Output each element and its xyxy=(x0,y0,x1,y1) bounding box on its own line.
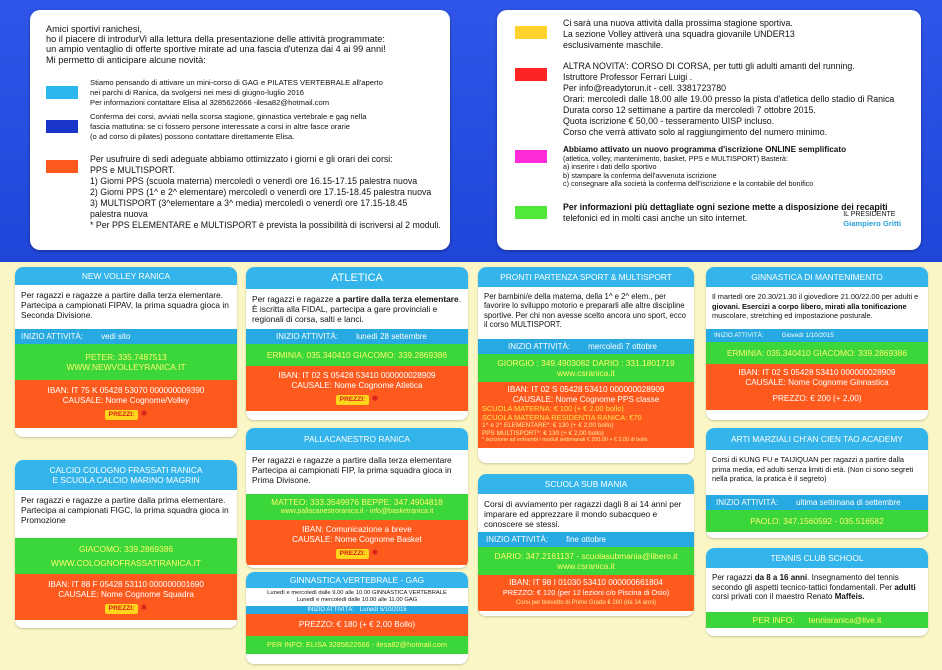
star-icon: ✱ xyxy=(140,409,148,418)
start-row: INIZIO ATTIVITÀ: vedi sito xyxy=(15,329,237,344)
card-ginnastica-vertebrale xyxy=(246,572,468,664)
orange-swatch xyxy=(46,160,78,173)
card-title: CALCIO COLOGNO FRASSATI RANICA E SCUOLA CALCIO MARINO MAGRIN xyxy=(15,460,237,490)
start-row: INIZIO ATTIVITÀ: mercoledì 7 ottobre xyxy=(478,339,694,354)
card-description: Per ragazzi e ragazze a partire dalla terza elementare. È iscritta alla FIDAL, partecipa a gare provinciali e regionali di corsa, salti e lanci. xyxy=(252,294,462,324)
president-signature: IL PRESIDENTE Giampiero Gritti xyxy=(843,211,901,228)
note-corsa: ALTRA NOVITA': CORSO DI CORSA, per tutti gli adulti amanti del running. Istruttore Professor Ferrari Luigi . Per info@readytorun.it - cell. 3381723780 Orari: mercoledì dalle 18.00 alle 19.00 presso la pista d'atletica dello stadio di Ranica Durata corso 12 settimane a partire da mercoledì 7 ottobre 2015. Quota iscrizione € 50,00 - tesseramento UISP incluso. Corso che verrà attivato solo al raggiungimento del numero minimo. xyxy=(563,61,895,137)
contact-block: PETER: 335.7487513 WWW.NEWVOLLEYRANICA.IT xyxy=(15,344,237,380)
note-online: Abbiamo attivato un nuovo programma d'iscrizione ONLINE semplificato (atletica, volley, mantenimento, basket, PPS e MULTISPORT) Basterà: a) inserire i dati dello sportivo b) stampare la conferma dell'avvenuta iscrizione c) consegnare alla società la conferma dell'iscrizione e la contabile del bonifico xyxy=(563,145,847,189)
card-title: PALLACANESTRO RANICA xyxy=(246,428,468,450)
info-block: PER INFO: tennisranica@live.it xyxy=(706,612,928,628)
card-title: GINNASTICA VERTEBRALE - GAG xyxy=(246,572,468,588)
contact-block: GIORGIO : 349.4903082 DARIO : 331.1801719 www.csranica.it xyxy=(478,354,694,382)
contact-block: DARIO: 347.2161137 - scuolasubmania@libero.it www.csranica.it xyxy=(478,547,694,575)
card-description: Per ragazzi e ragazze a partire dalla prima elementare. Partecipa ai campionati FIGC, la prima squadra gioca in Promozione xyxy=(21,495,229,525)
star-icon: ✱ xyxy=(371,548,379,557)
card-atletica xyxy=(246,267,468,420)
prezzi-badge: PREZZI: xyxy=(105,604,139,614)
payment-block: IBAN: IT 75 K 05428 53070 000000009390 CAUSALE: Nome Cognome/Volley PREZZI: ✱ xyxy=(15,380,237,428)
card-pallacanestro xyxy=(246,428,468,568)
contact-block: ERMINIA: 035.340410 GIACOMO: 339.2869386 xyxy=(706,342,928,364)
star-icon: ✱ xyxy=(140,603,148,612)
card-title: SCUOLA SUB MANIA xyxy=(478,474,694,494)
card-title: NEW VOLLEY RANICA xyxy=(15,267,237,285)
blue-swatch xyxy=(46,120,78,133)
news-panel xyxy=(497,10,921,250)
card-calcio xyxy=(15,460,237,628)
magenta-swatch xyxy=(515,150,547,163)
card-title: ARTI MARZIALI CH'AN CIEN TAO ACADEMY xyxy=(706,428,928,450)
card-arti-marziali xyxy=(706,428,928,538)
intro-text: Amici sportivi ranichesi, ho il piacere di introdurVi alla lettura della presentazione delle attività programmate: un ampio ventaglio di offerte sportive mirate ad una fascia d'utenza dai 4 ai 99 anni! Mi permetto di anticipare alcune novità: xyxy=(46,24,386,65)
start-row: INIZIO ATTIVITÀ: Giovedì 1/10/2015 xyxy=(706,329,928,342)
note-info: Per informazioni più dettagliate ogni sezione mette a disposizione dei recapiti telefonici ed in molti casi anche un sito internet. xyxy=(563,202,888,223)
contact-block: ERMINIA: 035.340410 GIACOMO: 339.2869386 xyxy=(246,344,468,366)
start-row: INIZIO ATTIVITÀ: fine ottobre xyxy=(478,532,694,547)
note-volley-u13: Ci sarà una nuova attività dalla prossima stagione sportiva. La sezione Volley attiverà una squadra giovanile UNDER13 esclusivamente maschile. xyxy=(563,18,795,50)
prezzi-badge: PREZZI: xyxy=(336,395,370,405)
card-title: GINNASTICA DI MANTENIMENTO xyxy=(706,267,928,287)
payment-block: IBAN: IT 02 S 05428 53410 000000028909 CAUSALE: Nome Cognome PPS classe SCUOLA MATERNA: € 100 (+ € 2,00 bollo) SCUOLA MATERNA RESIDENTIA RANICA: €70 1^ e 2^ ELEMENTARE*: € 130 (+ € 2,00 bollo) PPS MULTISPORT*: € 130 (+ € 2,00 bollo) * iscrizione ad entrambi i moduli settimanali € 200,00 + € 2,00 di bollo xyxy=(478,382,694,448)
card-description: Per ragazzi e ragazze a partire dalla terza elementare. Partecipa a campionati FIPAV, la prima squadra gioca in Seconda Divisione. xyxy=(21,290,229,320)
star-icon: ✱ xyxy=(371,394,379,403)
card-description: Per ragazzi da 8 a 16 anni. Insegnamento del tennis secondo gli aspetti tecnico-tattici fondamentali. Per adulti corsi privati con il maestro Renato Maffeis. xyxy=(712,573,916,602)
card-description: Corsi di avviamento per ragazzi dagli 8 ai 14 anni per imparare ed apprezzare il mondo subacqueo e conoscere se stessi. xyxy=(484,499,682,529)
prezzi-badge: PREZZI: xyxy=(105,410,139,420)
card-description: Lunedì e mercoledì dalle 9.00 alle 10.00 GINNASTICA VERTEBRALE Lunedì e mercoledì dalle 10.00 alle 11.00 GAG xyxy=(267,590,447,603)
intro-panel xyxy=(30,10,450,250)
yellow-swatch xyxy=(515,26,547,39)
contact-block: PAOLO: 347.1560592 - 035.516582 xyxy=(706,510,928,532)
cyan-swatch xyxy=(46,86,78,99)
note-orari: Per usufruire di sedi adeguate abbiamo ottimizzato i giorni e gli orari dei corsi: PPS e MULTISPORT. 1) Giorni PPS (scuola materna) mercoledì o venerdì ore 16.15-17.15 palestra nuova 2) Giorni PPS (1^ e 2^ elementare) mercoledì o venerdì ore 17.15-18.45 palestra nuova 3) MULTISPORT (3^elementare a 3^ media) mercoledì o venerdì ore 17.15-18.45 palestra nuova * Per PPS ELEMENTARE e MULTISPORT è prevista la possibilità di iscriversi al 2 moduli. xyxy=(90,154,441,230)
card-pronti-partenza xyxy=(478,267,694,463)
card-scuola-sub xyxy=(478,474,694,616)
card-description: Per bambini/e della materna, della 1^ e 2^ elem., per favorire lo sviluppo motorio e prepararli alle altre discipline sportive. Per chi non avesse scelto ancora uno sport, ecco il corso MULTISPORT. xyxy=(484,292,686,330)
price-block: PREZZO: € 180 (+ € 2,00 Bollo) xyxy=(246,614,468,636)
red-swatch xyxy=(515,68,547,81)
card-title: TENNIS CLUB SCHOOL xyxy=(706,548,928,568)
card-title: PRONTI PARTENZA SPORT & MULTISPORT xyxy=(478,267,694,287)
payment-block: IBAN: IT 02 S 05428 53410 000000028909 CAUSALE: Nome Cognome Ginnastica PREZZO: € 200 (+ 2,00) xyxy=(706,364,928,410)
payment-block: IBAN: Comunicazione a breve CAUSALE: Nome Cognome Basket PREZZI: ✱ xyxy=(246,520,468,565)
start-row: INIZIO ATTIVITÀ: ultima settimana di settembre xyxy=(706,495,928,510)
card-ginnastica-mantenimento xyxy=(706,267,928,420)
card-description: Il martedì ore 20.30/21.30 il giovedìore 21.00/22.00 per adulti e giovani. Esercizi a corpo libero, mirati alla tonificazione muscolare, stretching ed impostazione posturale. xyxy=(712,292,919,321)
card-title: ATLETICA xyxy=(246,267,468,289)
prezzi-badge: PREZZI: xyxy=(336,549,370,559)
info-block[interactable]: PER INFO: ELISA 3285622666 - ilesa82@hotmail.com xyxy=(246,636,468,654)
note-gag-pilates: Stiamo pensando di attivare un mini-corso di GAG e PILATES VERTEBRALE all'aperto nei parchi di Ranica, da svolgersi nei mesi di giugno-luglio 2016 Per informazioni contattare Elisa al 3285622666 -ilesa82@hotmail.com xyxy=(90,78,383,107)
contact-block: GIACOMO: 339.2869386 WWW.COLOGNOFRASSATIRANICA.IT xyxy=(15,538,237,574)
card-new-volley xyxy=(15,267,237,437)
card-description: Corsi di KUNG FU e TAIJIQUAN per ragazzi a partire dalla prima media, ed adulti senza limiti di età. (Non ci sono segreti nella pratica, la pratica è il segreto) xyxy=(712,455,914,484)
payment-block: IBAN: IT 98 I 01030 53410 000000661804 PREZZO: € 120 (per 12 lezioni c/o Piscina di Osio) Corsi per brevetto di Primo Grado € 260 (da 14 anni) xyxy=(478,575,694,611)
payment-block: IBAN: IT 88 F 05428 53110 000000001690 CAUSALE: Nome Cognome Squadra PREZZI: ✱ xyxy=(15,574,237,620)
payment-block: IBAN: IT 02 S 05428 53410 000000028909 CAUSALE: Nome Cognome Atletica PREZZI: ✱ xyxy=(246,366,468,411)
card-description: Per ragazzi e ragazze a partire dalla terza elementare Partecipa ai campionati FIP, la prima squadra gioca in Prima Divisone. xyxy=(252,455,452,485)
contact-block: MATTEO: 333.3549976 BEPPE: 347.4904818 www.pallacanestroranica.it - info@basketranica.it xyxy=(246,494,468,520)
card-tennis xyxy=(706,548,928,636)
green-swatch xyxy=(515,206,547,219)
note-conferma: Conferma dei corsi, avviati nella scorsa stagione, ginnastica vertebrale e gag nella fascia mattutina: se ci fossero persone interessate a corsi in altre fasce orarie (o ad corso di pilates) possono contattare direttamente Elisa. xyxy=(90,112,367,141)
start-row: INIZIO ATTIVITÀ: lunedì 28 settembre xyxy=(246,329,468,344)
start-row: INIZIO ATTIVITÀ: Lunedì 5/10/2015 xyxy=(246,606,468,614)
